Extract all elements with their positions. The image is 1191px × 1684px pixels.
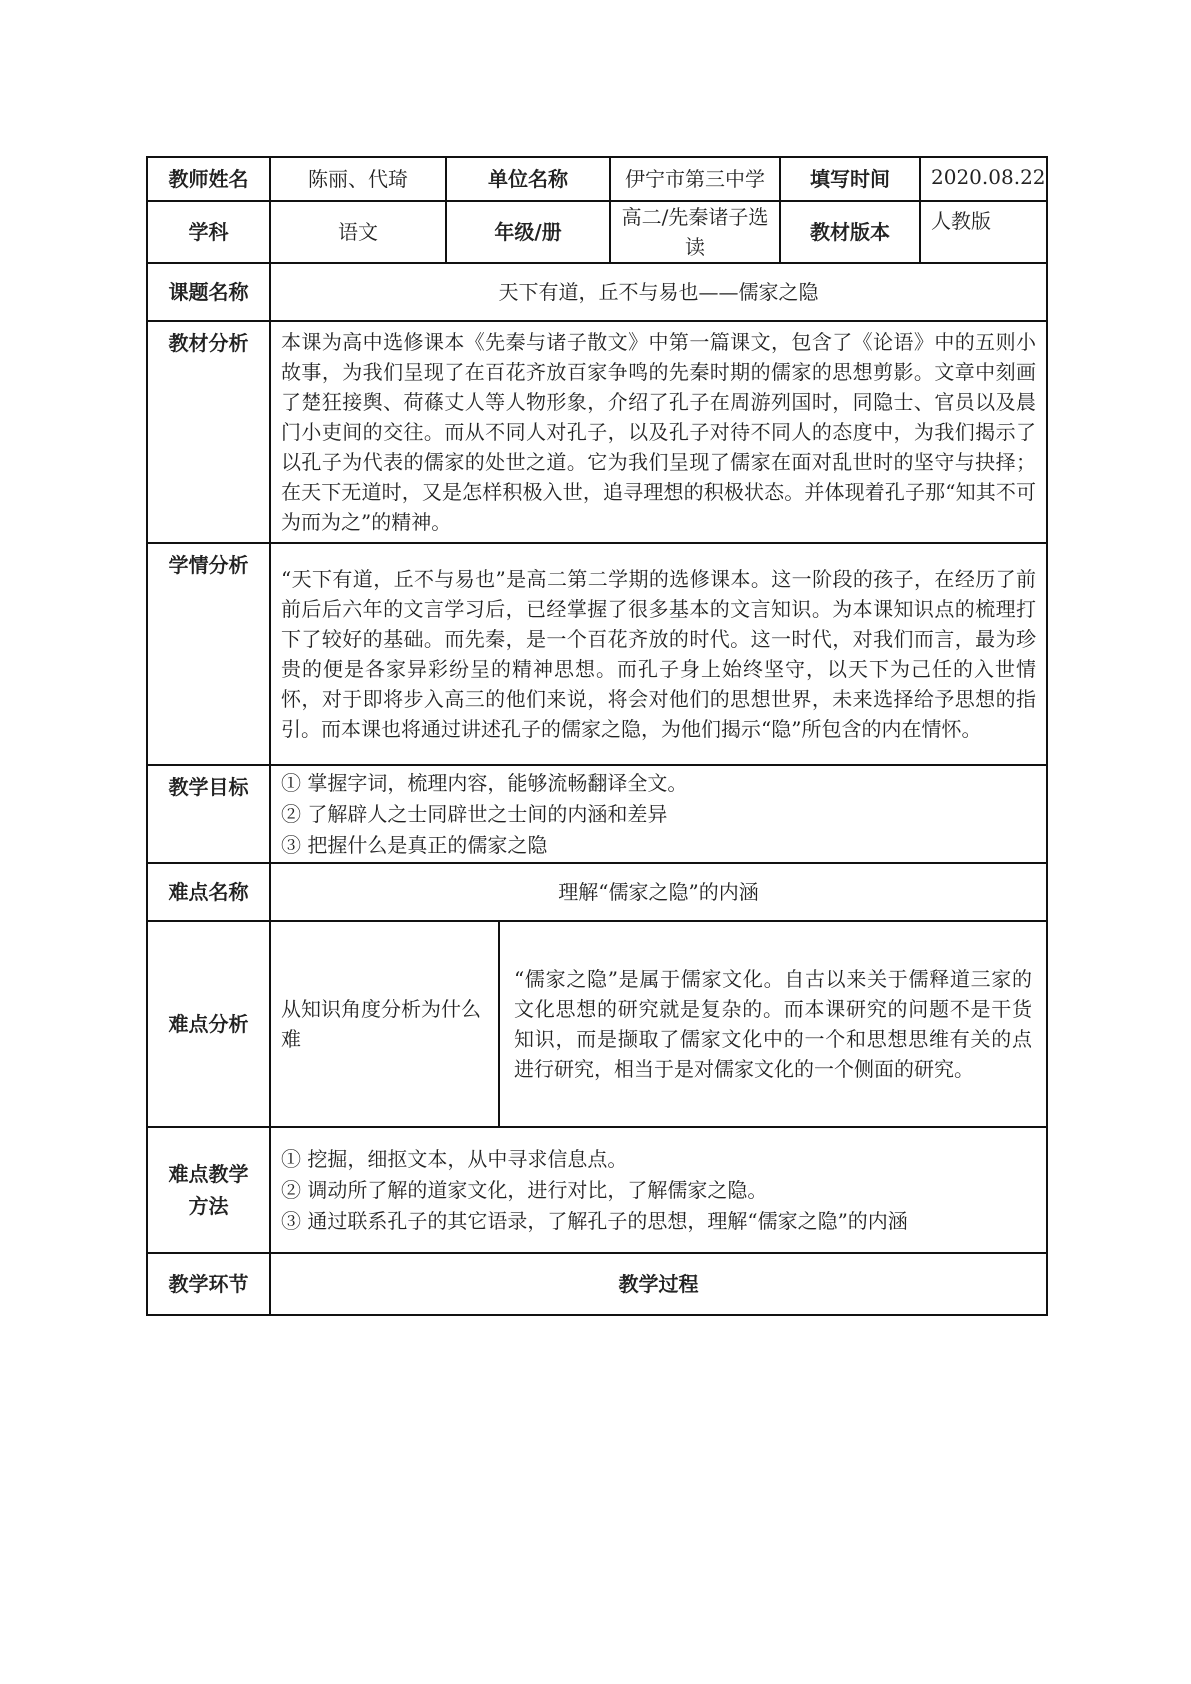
header-row-2 (147, 201, 1047, 263)
edition-value: 人教版 (920, 201, 1047, 263)
methods-label-text: 难点教学方法 (168, 1162, 249, 1218)
objective-item: ③ 把握什么是真正的儒家之隐 (281, 832, 548, 857)
material-analysis-text: 本课为高中选修课本《先秦与诸子散文》中第一篇课文，包含了《论语》中的五则小故事，为我们呈现了在百花齐放百家争鸣的先秦时期的儒家的思想剪影。文章中刻画了楚狂接舆、荷蓧丈人等人物形象，介绍了孔子在周游列国时，同隐士、官员以及晨门小吏间的交往。而从不同人对孔子，以及孔子对待不同人的态度中，为我们揭示了以孔子为代表的儒家的处世之道。它为我们呈现了儒家在面对乱世时的坚守与抉择；在天下无道时，又是怎样积极入世，追寻理想的积极状态。并体现着孔子那“知其不可为而为之”的精神。 (270, 321, 1047, 543)
difficulty-row (147, 863, 1047, 921)
difficulty-analysis-row (147, 921, 1047, 1127)
difficulty-value: 理解“儒家之隐”的内涵 (270, 863, 1047, 921)
method-item: ① 挖掘，细抠文本，从中寻求信息点。 (281, 1146, 628, 1171)
objective-item: ② 了解辟人之士同辟世之士间的内涵和差异 (281, 801, 668, 826)
material-analysis-label: 教材分析 (147, 321, 270, 543)
difficulty-analysis-label: 难点分析 (147, 921, 270, 1127)
student-analysis-text: “天下有道，丘不与易也”是高二第二学期的选修课本。这一阶段的孩子，在经历了前前后后六年的文言学习后，已经掌握了很多基本的文言知识。为本课知识点的梳理打下了较好的基础。而先秦，是一个百花齐放的时代。这一时代，对我们而言，最为珍贵的便是各家异彩纷呈的精神思想。而孔子身上始终坚守，以天下为己任的入世情怀，对于即将步入高三的他们来说，将会对他们的思想世界，未来选择给予思想的指引。而本课也将通过讲述孔子的儒家之隐，为他们揭示“隐”所包含的内在情怀。 (270, 543, 1047, 765)
method-item: ③ 通过联系孔子的其它语录，了解孔子的思想，理解“儒家之隐”的内涵 (281, 1208, 908, 1233)
unit-name-label: 单位名称 (446, 157, 610, 201)
objective-item: ① 掌握字词，梳理内容，能够流畅翻译全文。 (281, 770, 688, 795)
edition-label: 教材版本 (780, 201, 920, 263)
objectives-row (147, 765, 1047, 863)
process-value: 教学过程 (270, 1253, 1047, 1315)
student-analysis-label: 学情分析 (147, 543, 270, 765)
process-row (147, 1253, 1047, 1315)
process-label: 教学环节 (147, 1253, 270, 1315)
lesson-plan-table (146, 156, 1048, 1316)
subject-label: 学科 (147, 201, 270, 263)
teacher-name-label: 教师姓名 (147, 157, 270, 201)
methods-label (147, 1127, 270, 1253)
student-analysis-row (147, 543, 1047, 765)
difficulty-analysis-sublabel: 从知识角度分析为什么难 (270, 921, 499, 1127)
objectives-label: 教学目标 (147, 765, 270, 863)
grade-value: 高二/先秦诸子选读 (610, 201, 780, 263)
topic-row (147, 263, 1047, 321)
material-analysis-row (147, 321, 1047, 543)
fill-date-label: 填写时间 (780, 157, 920, 201)
method-item: ② 调动所了解的道家文化，进行对比，了解儒家之隐。 (281, 1177, 768, 1202)
methods-list (270, 1127, 1047, 1253)
teacher-name-value: 陈丽、代琦 (270, 157, 446, 201)
subject-value: 语文 (270, 201, 446, 263)
unit-name-value: 伊宁市第三中学 (610, 157, 780, 201)
objectives-list (270, 765, 1047, 863)
difficulty-analysis-text: “儒家之隐”是属于儒家文化。自古以来关于儒释道三家的文化思想的研究就是复杂的。而本课研究的问题不是干货知识，而是撷取了儒家文化中的一个和思想思维有关的点进行研究，相当于是对儒家文化的一个侧面的研究。 (499, 921, 1047, 1127)
methods-row (147, 1127, 1047, 1253)
fill-date-value: 2020.08.22 (920, 157, 1047, 201)
difficulty-label: 难点名称 (147, 863, 270, 921)
grade-label: 年级/册 (446, 201, 610, 263)
topic-value: 天下有道，丘不与易也——儒家之隐 (270, 263, 1047, 321)
topic-label: 课题名称 (147, 263, 270, 321)
header-row-1 (147, 157, 1047, 201)
